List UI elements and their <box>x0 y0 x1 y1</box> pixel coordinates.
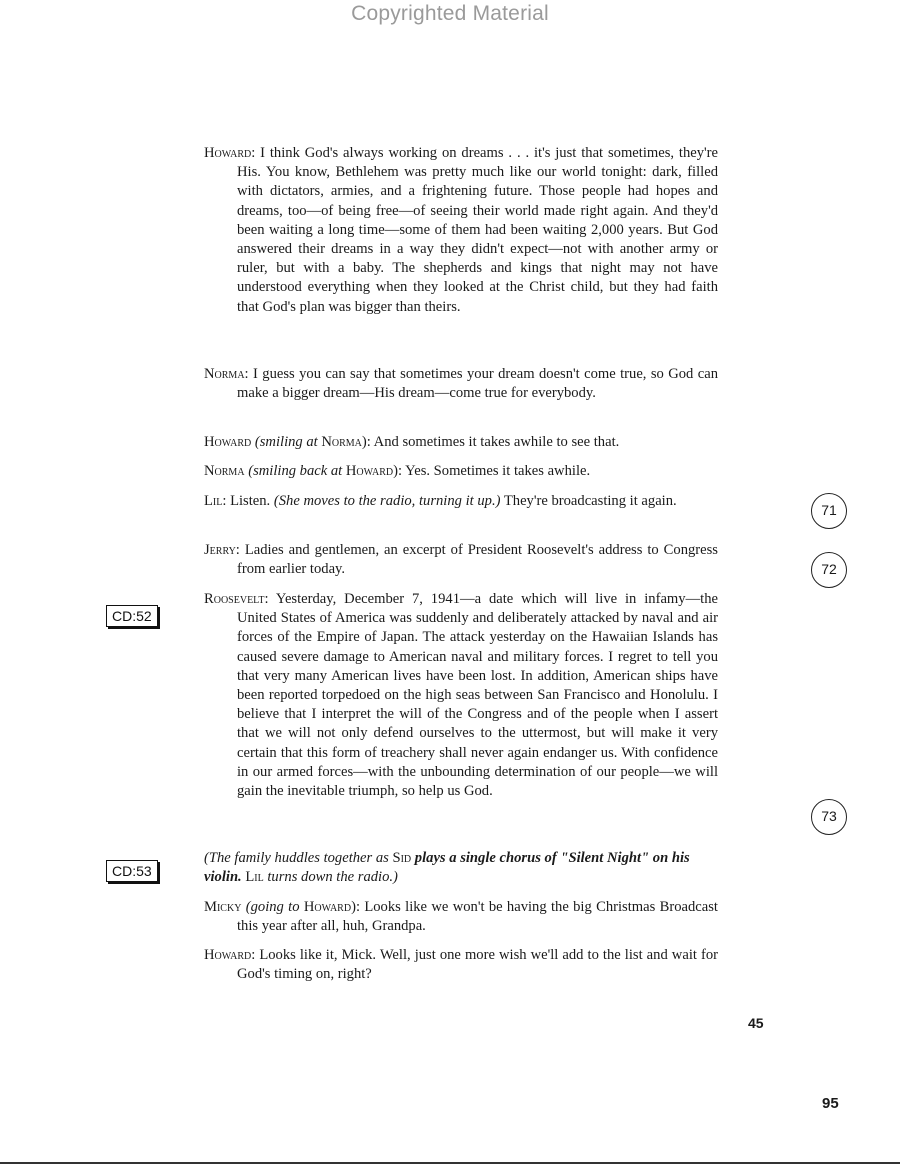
dialogue-text: And sometimes it takes awhile to see that. <box>373 434 620 450</box>
direction-close: ): <box>393 463 403 479</box>
dialogue-text: Ladies and gentlemen, an excerpt of President Roosevelt's address to Congress from earlier today. <box>237 542 718 578</box>
stage-direction: (She moves to the radio, turning it up.) <box>273 493 501 509</box>
speaker-micky: Micky <box>204 899 242 915</box>
speaker-lil: Lil: <box>204 493 227 509</box>
copyright-watermark: Copyrighted Material <box>351 2 549 25</box>
stage-direction <box>248 463 393 479</box>
direction-text: turns down the radio.) <box>263 869 398 886</box>
dialogue-text: Listen. <box>230 493 271 509</box>
direction-close: ): <box>361 434 371 450</box>
music-cue-marker: 71 <box>811 493 847 529</box>
direction-text: (going to <box>245 899 304 915</box>
cd-track-label: CD:52 <box>106 605 158 627</box>
speech-howard-1 <box>204 144 718 317</box>
direction-name: Howard <box>303 899 352 915</box>
dialogue-text: Yesterday, December 7, 1941—a date which will live in infamy—the United States of America was suddenly and deliberately attacked by naval and air forces of the Empire of Japan. The attack yesterday on the Hawaiian Islands has caused severe damage to American naval and military forces. I regret to tell you that very many American lives have been lost. In addition, American ships have been reported torpedoed on the high seas between San Francisco and Honolulu. I believe that I interpret the will of the Congress and of the people when I assert that we will not only defend ourselves to the uttermost, but will make it very certain that this form of treachery shall never again endanger us. With confidence in our armed forces—with the unbounding determination of our people—we will gain the inevitable triumph, so help us God. <box>237 591 718 800</box>
speaker-howard: Howard <box>204 434 252 450</box>
speech-jerry <box>204 541 718 579</box>
direction-name: Howard <box>345 463 394 479</box>
dialogue-text: Looks like it, Mick. Well, just one more wish we'll add to the list and wait for God's timing on, right? <box>237 947 718 983</box>
dialogue-text: Yes. Sometimes it takes awhile. <box>405 463 591 479</box>
speech-howard-3 <box>204 946 718 984</box>
music-cue-marker: 73 <box>811 799 847 835</box>
direction-name: Sid <box>392 850 412 866</box>
cd-track-label: CD:53 <box>106 860 158 882</box>
speaker-roosevelt: Roosevelt: <box>204 591 269 607</box>
stage-direction <box>246 899 351 915</box>
direction-text: (The family huddles together as <box>204 850 393 866</box>
inner-page-number: 45 <box>748 1015 764 1031</box>
speaker-howard: Howard: <box>204 947 256 963</box>
dialogue-text: They're broadcasting it again. <box>503 493 677 509</box>
speech-norma-1 <box>204 365 718 403</box>
stage-direction <box>255 434 362 450</box>
direction-close: ): <box>351 899 360 915</box>
speech-lil <box>204 492 718 511</box>
direction-name: Lil <box>245 869 264 886</box>
page-number: 95 <box>822 1095 839 1112</box>
speaker-jerry: Jerry: <box>204 542 240 558</box>
direction-text: (smiling at <box>254 434 322 450</box>
direction-name: Norma <box>321 434 362 450</box>
dialogue-text: I think God's always working on dreams . . . it's just that sometimes, they're His. You know, Bethlehem was pretty much like our world tonight: dark, filled with dictators, armies, and a frightening future. Those people had hopes and dreams, too—of being free—of seeing their world made right again. And they'd been waiting a long time—some of them had been waiting 2,000 years. But God answered their dreams in a way they didn't expect—not with another army or ruler, but with a baby. The shepherds and kings that night may not have understood everything when they looked at the Christ child, but they had faith that God's plan was bigger than theirs. <box>237 145 718 315</box>
direction-music-cue: plays a single chorus of "Silent Night" on his violin. <box>204 850 690 886</box>
dialogue-text: Looks like we won't be having the big Christmas Broadcast this year after all, huh, Grandpa. <box>237 899 718 935</box>
speech-howard-2 <box>204 433 718 452</box>
dialogue-text: I guess you can say that sometimes your dream doesn't come true, so God can make a bigger dream—His dream—come true for everybody. <box>237 366 719 402</box>
stage-direction-block <box>204 849 718 887</box>
speech-micky <box>204 898 718 936</box>
speech-roosevelt <box>204 590 718 801</box>
speaker-norma: Norma: <box>204 366 249 382</box>
speaker-howard: Howard: <box>204 145 256 161</box>
speaker-norma: Norma <box>204 463 245 479</box>
speech-norma-2 <box>204 462 718 481</box>
music-cue-marker: 72 <box>811 552 847 588</box>
direction-text: (smiling back at <box>248 463 346 479</box>
